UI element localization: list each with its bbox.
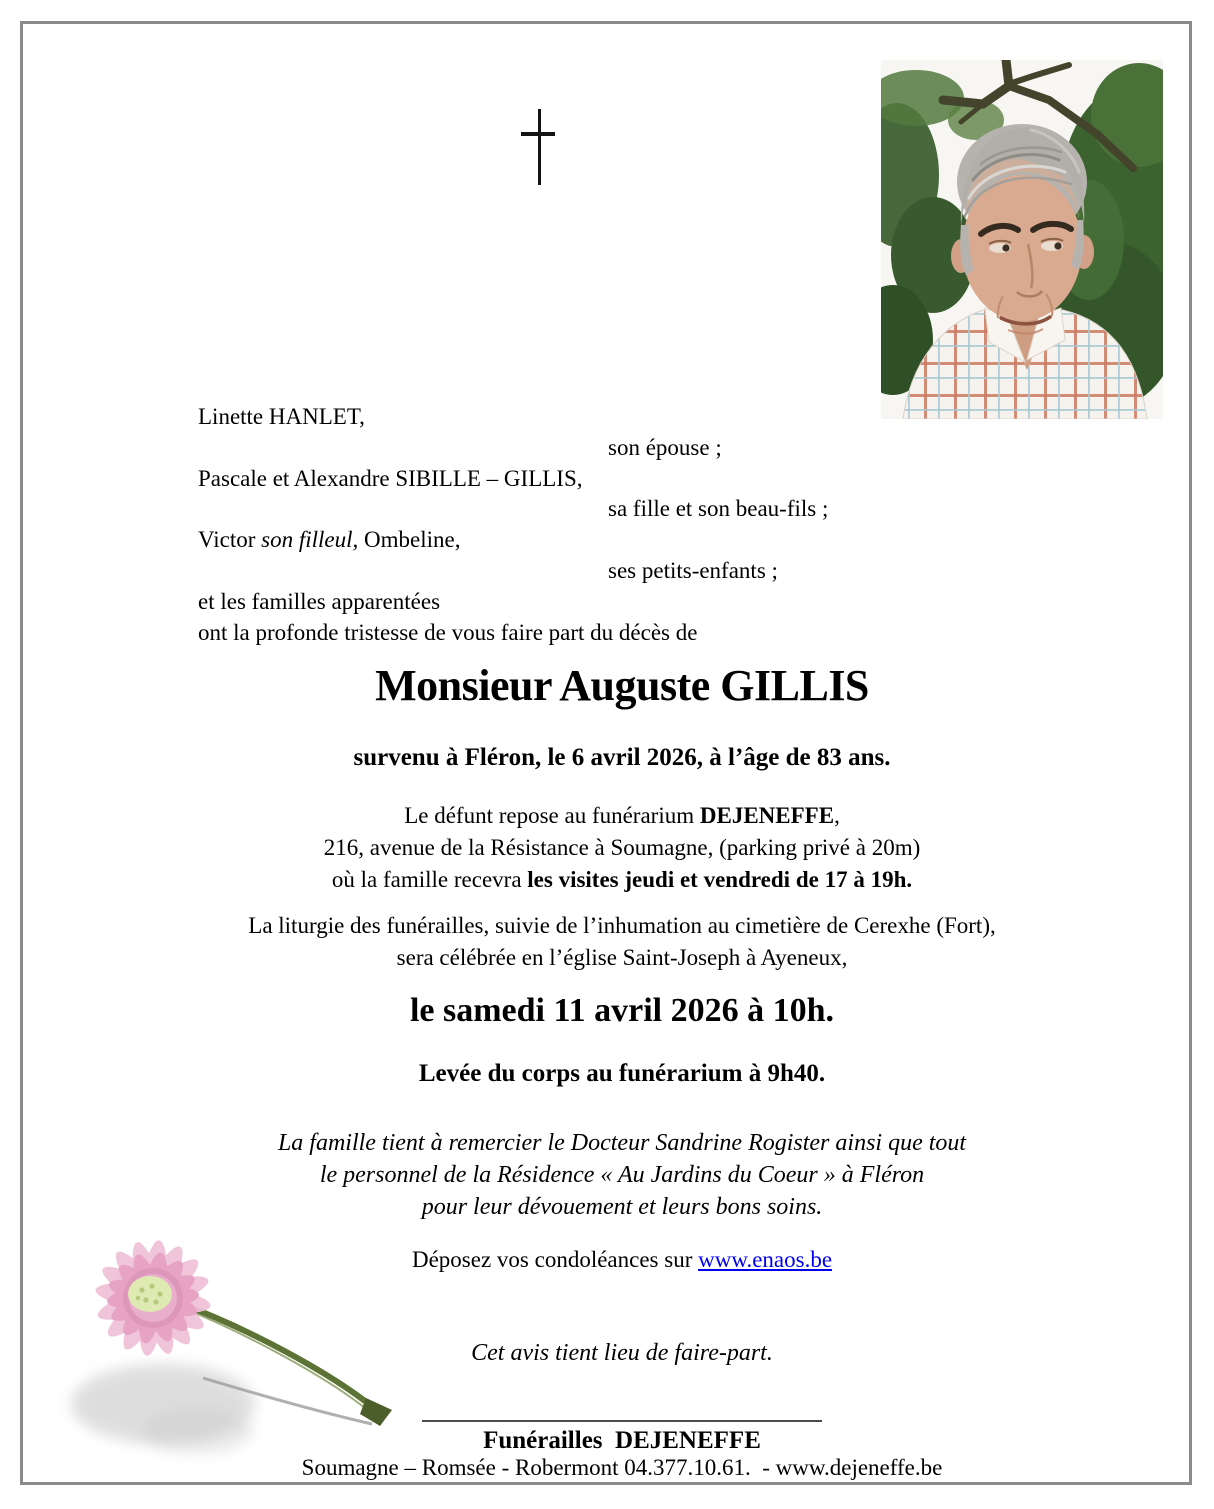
- family-line-spouse-name: Linette HANLET,: [198, 404, 365, 429]
- visits-schedule: les visites jeudi et vendredi de 17 à 19h.: [527, 867, 913, 892]
- liturgy-line-2: sera célébrée en l’église Saint-Joseph à Ayeneux,: [396, 945, 848, 970]
- funeral-home-footer-name: Funérailles DEJENEFFE: [483, 1427, 761, 1454]
- separator-rule: [422, 1420, 822, 1422]
- flower-image: [28, 1186, 440, 1494]
- family-line-daughter-name: Pascale et Alexandre SIBILLE – GILLIS,: [198, 465, 583, 491]
- levee-du-corps: Levée du corps au funérarium à 9h40.: [418, 1060, 826, 1087]
- thanks-line-3: pour leur dévouement et leurs bons soins.: [421, 1194, 823, 1220]
- death-info: survenu à Fléron, le 6 avril 2026, à l’âge de 83 ans.: [353, 744, 891, 771]
- thanks-line-2: le personnel de la Résidence « Au Jardins du Coeur » à Fléron: [319, 1162, 925, 1188]
- thanks-line-1: La famille tient à remercier le Docteur Sandrine Rogister ainsi que tout: [277, 1130, 967, 1156]
- liturgy-line-1: La liturgie des funérailles, suivie de l’inhumation au cimetière de Cerexhe (Fort),: [248, 913, 996, 938]
- family-line-spouse-relation: son épouse ;: [608, 434, 722, 460]
- repose-text-end: ,: [834, 803, 840, 828]
- visits-text: où la famille recevra: [331, 867, 528, 892]
- grandchild-name-prefix: Victor: [198, 527, 262, 553]
- repose-address: 216, avenue de la Résistance à Soumagne, (parking privé à 20m): [323, 835, 921, 860]
- deceased-name: Monsieur Auguste GILLIS: [375, 661, 869, 710]
- family-line-announcement: ont la profonde tristesse de vous faire part du décès de: [198, 619, 698, 645]
- grandchild-name-suffix: Ombeline,: [358, 527, 461, 553]
- family-line-grandchildren-relation: ses petits-enfants ;: [608, 557, 778, 583]
- condolences-text: Déposez vos condoléances sur: [411, 1247, 699, 1272]
- enaos-link[interactable]: www.enaos.be: [698, 1247, 833, 1272]
- godson-note-italic: son filleul,: [261, 527, 359, 553]
- family-line-related-families: et les familles apparentées: [198, 588, 441, 614]
- repose-text: Le défunt repose au funérarium: [404, 803, 700, 828]
- ceremony-datetime: le samedi 11 avril 2026 à 10h.: [409, 992, 835, 1029]
- visits-line: [67, 867, 1177, 893]
- family-line-daughter-relation: sa fille et son beau-fils ;: [608, 496, 829, 522]
- funeral-home-name: DEJENEFFE: [699, 803, 835, 828]
- repose-line-1: [67, 803, 1177, 829]
- faire-part-notice: Cet avis tient lieu de faire-part.: [471, 1340, 773, 1366]
- funeral-home-contact: Soumagne – Romsée - Robermont 04.377.10.61. - www.dejeneffe.be: [301, 1455, 943, 1480]
